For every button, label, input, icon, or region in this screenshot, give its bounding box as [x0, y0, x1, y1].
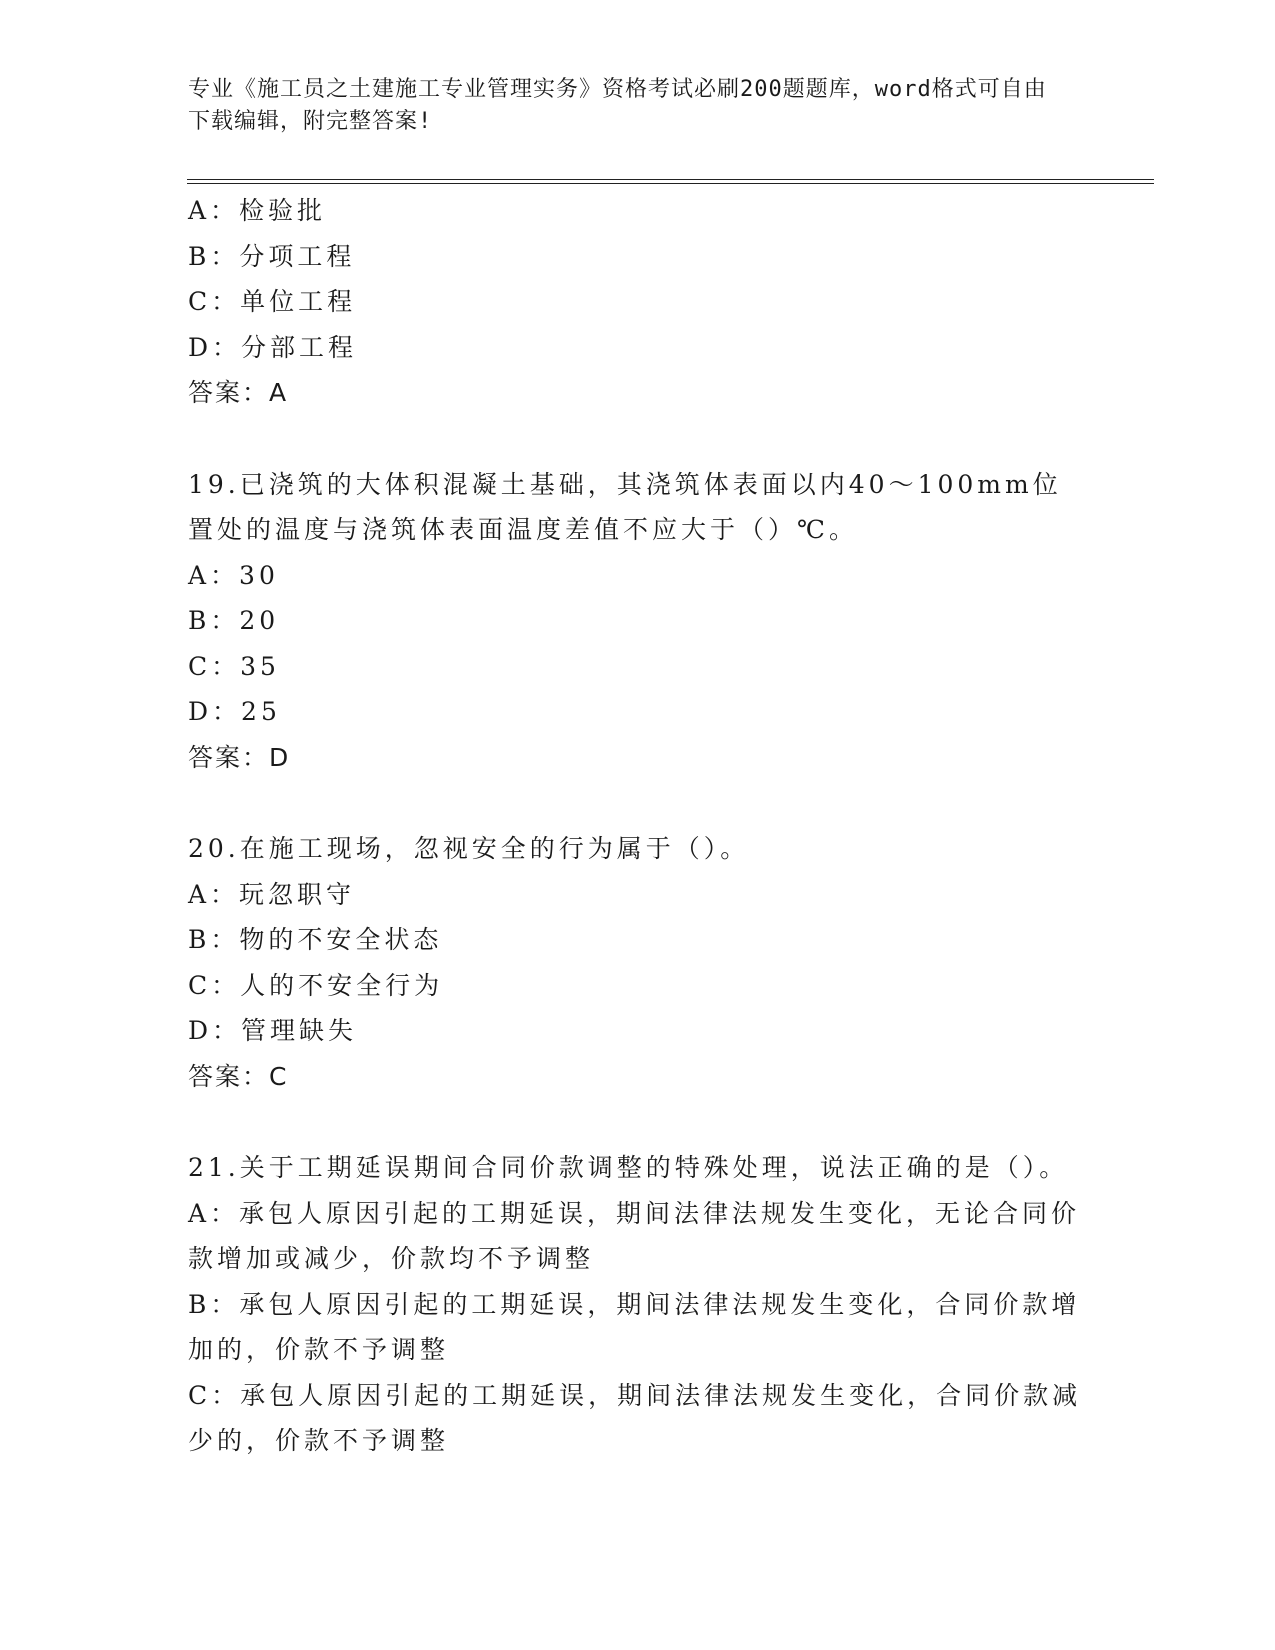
- header-divider-bottom: [187, 183, 1154, 184]
- question-block: [188, 1145, 1088, 1464]
- question-text: 20.在施工现场，忽视安全的行为属于（）。: [188, 834, 750, 863]
- question-text: 21.关于工期延误期间合同价款调整的特殊处理，说法正确的是（）。: [188, 1153, 1069, 1182]
- option-a: A：承包人原因引起的工期延误，期间法律法规发生变化，无论合同价款增加或减少，价款均不予调整: [188, 1198, 1081, 1273]
- header-divider-top: [187, 179, 1154, 180]
- option-b: B：物的不安全状态: [188, 925, 443, 954]
- answer-label: 答案：C: [188, 1061, 289, 1091]
- option-d: D：分部工程: [188, 332, 358, 362]
- question-block: [188, 462, 1088, 781]
- option-a: A：玩忽职守: [188, 879, 356, 909]
- answer-label: 答案：D: [188, 742, 291, 772]
- question-list: [188, 188, 1088, 1464]
- document-header-title: 专业《施工员之土建施工专业管理实务》资格考试必刷200题题库，word格式可自由下载编辑，附完整答案!: [188, 77, 1047, 134]
- question-text: 19.已浇筑的大体积混凝土基础，其浇筑体表面以内40～100mm位置处的温度与浇筑体表面温度差值不应大于（）℃。: [188, 469, 1062, 544]
- option-b: B：20: [188, 606, 280, 635]
- option-c: C：承包人原因引起的工期延误，期间法律法规发生变化，合同价款减少的，价款不予调整: [188, 1380, 1082, 1455]
- option-d: D：25: [188, 697, 281, 726]
- question-block: [188, 826, 1088, 1099]
- option-a: A：检验批: [188, 196, 327, 225]
- option-b: B：分项工程: [188, 241, 356, 271]
- answer-label: 答案：A: [188, 378, 289, 407]
- option-b: B：承包人原因引起的工期延误，期间法律法规发生变化，合同价款增加的，价款不予调整: [188, 1289, 1081, 1364]
- option-c: C：单位工程: [188, 287, 357, 316]
- option-d: D：管理缺失: [188, 1016, 358, 1045]
- option-c: C：人的不安全行为: [188, 970, 444, 1000]
- option-a: A：30: [188, 560, 279, 590]
- option-c: C：35: [188, 651, 280, 681]
- question-block: [188, 188, 1088, 416]
